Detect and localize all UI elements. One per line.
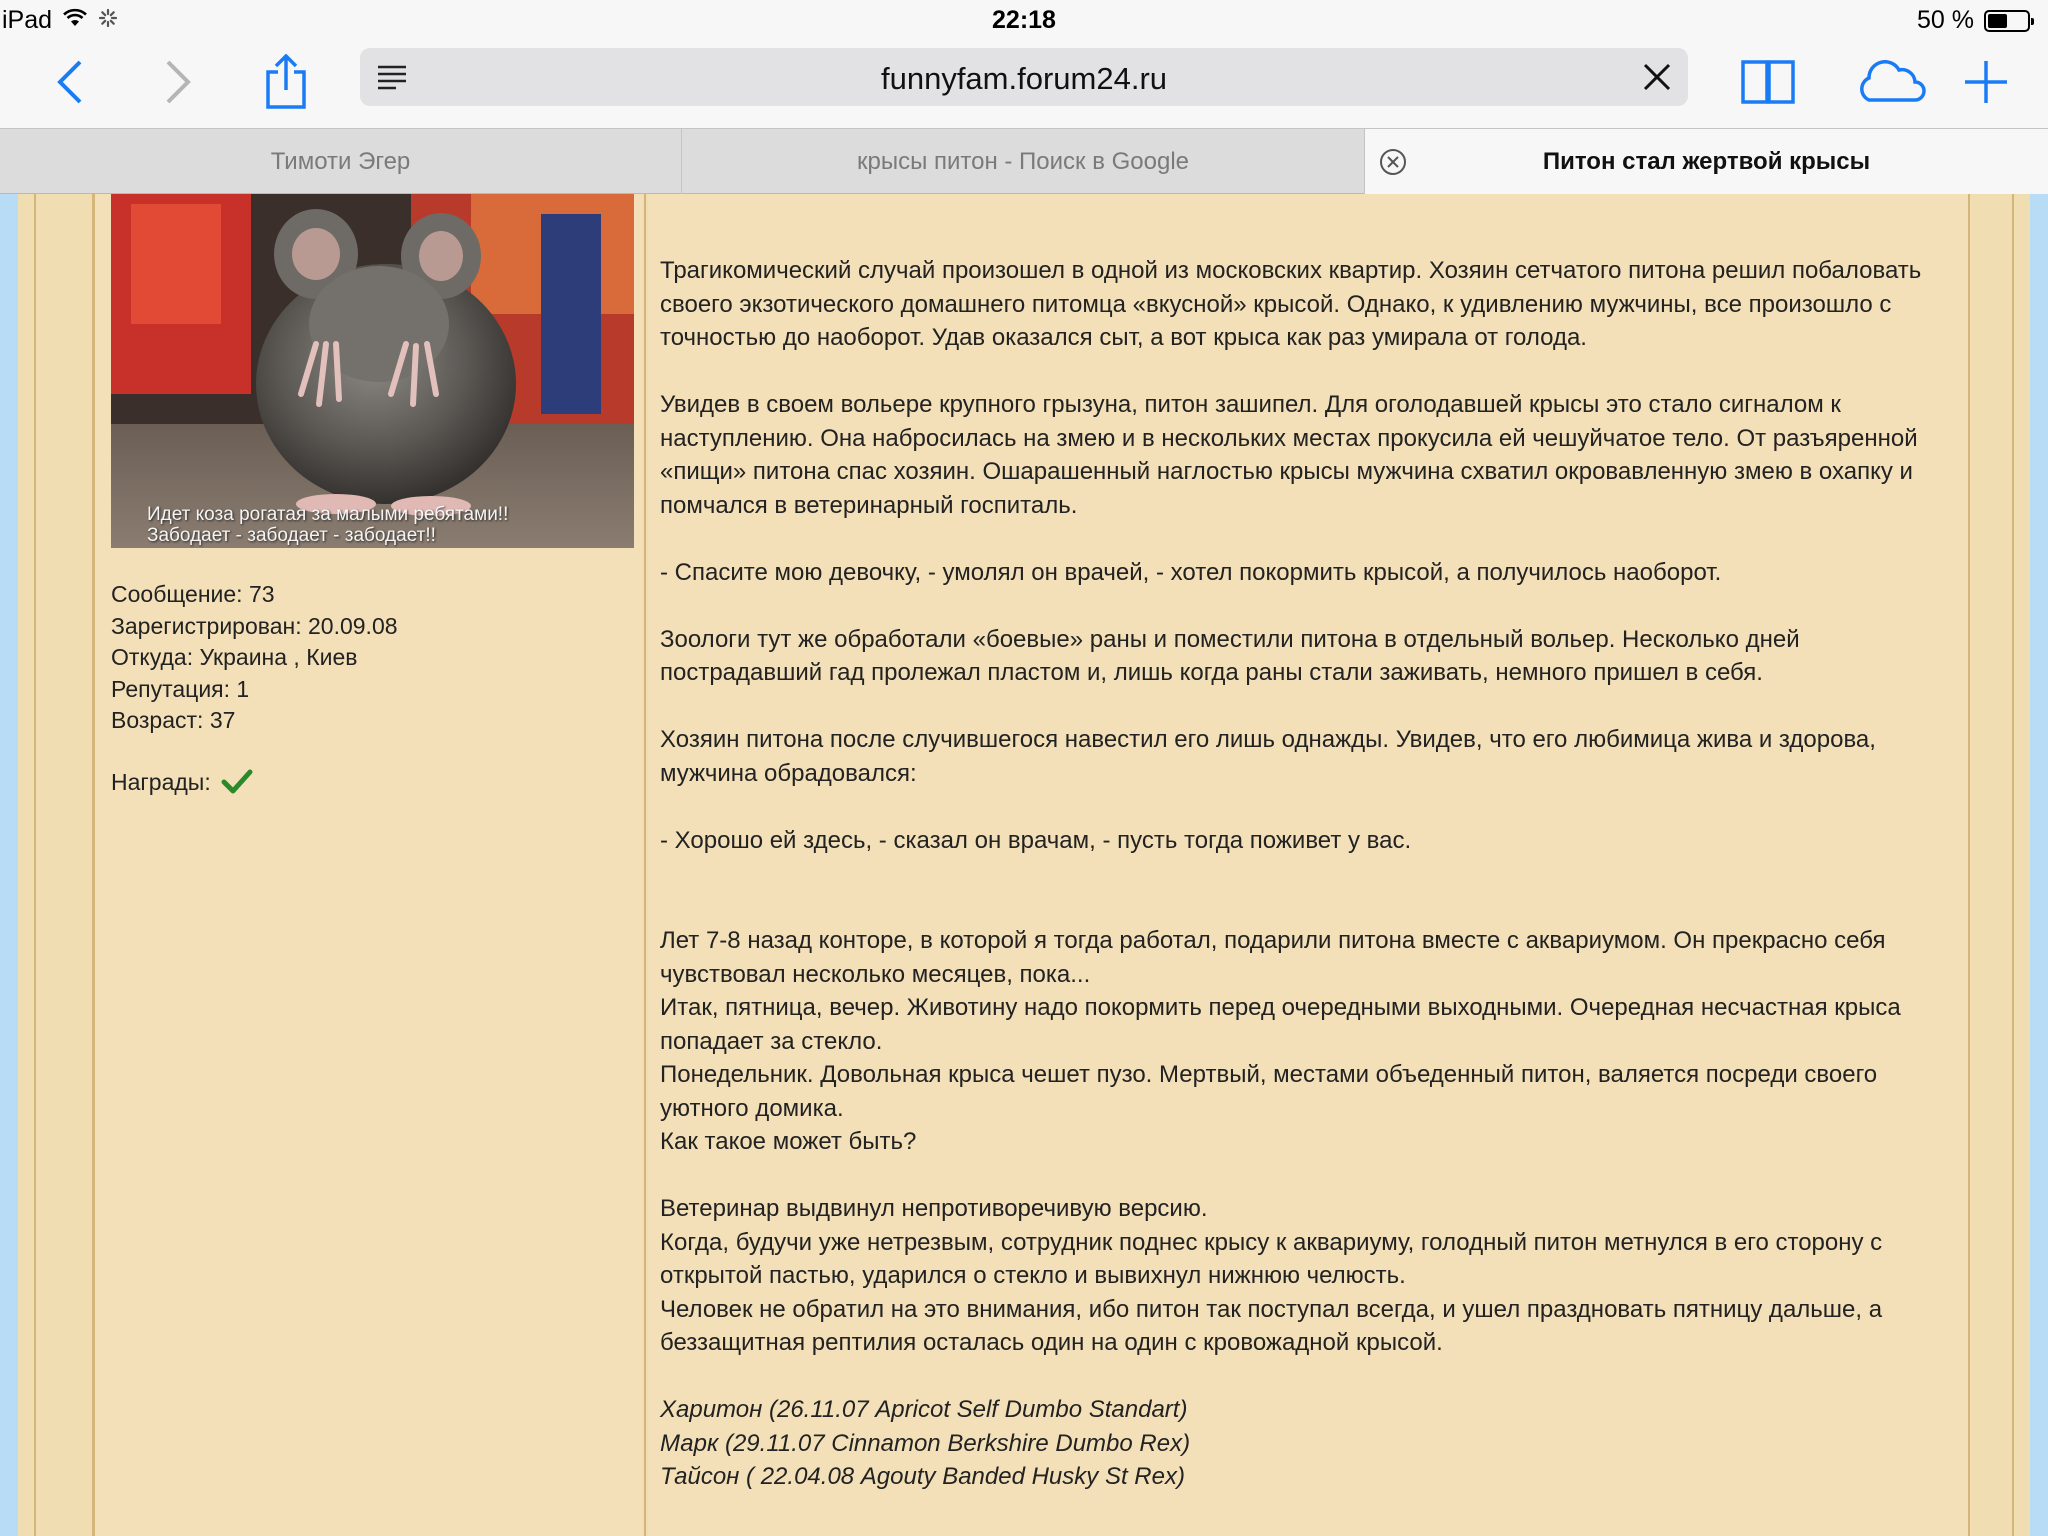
post-paragraph: Увидев в своем вольере крупного грызуна, питон зашипел. Для оголодавшей крысы это стало сигналом к наступлению. Она набросилась на змею и в нескольких местах прокусила ей чешуйчатое тело. От разъяренной «пищи» питона спас хозяин. Ошарашенный наглостью крысы мужчина схватил окровавленную змею в охапку и помчался в ветеринарный госпиталь. xyxy=(660,391,1918,519)
page-edge-right xyxy=(2030,194,2048,1536)
clear-url-button[interactable] xyxy=(1636,56,1678,98)
status-bar xyxy=(0,0,2048,40)
border-line xyxy=(2012,194,2014,1536)
post-line: Понедельник. Довольная крыса чешет пузо. Мертвый, местами объеденный питон, валяется посреди своего уютного домика. xyxy=(660,1061,1878,1122)
address-bar[interactable] xyxy=(360,48,1688,106)
browser-toolbar xyxy=(0,40,2048,128)
post-text xyxy=(660,254,1960,1494)
post-author-panel xyxy=(95,194,643,1536)
tab-google-search[interactable] xyxy=(682,129,1365,194)
close-circle-icon xyxy=(1379,148,1407,176)
border-line xyxy=(34,194,36,1536)
signature-line: Марк (29.11.07 Cinnamon Berkshire Dumbo Rex) xyxy=(660,1429,1191,1457)
back-button[interactable] xyxy=(34,46,106,118)
avatar-caption xyxy=(147,504,508,546)
message-count: Сообщение: 73 xyxy=(111,581,275,607)
battery-fill xyxy=(1988,14,2007,28)
post-line: Ветеринар выдвинул непротиворечивую версию. xyxy=(660,1195,1208,1222)
post-line: Когда, будучи уже нетрезвым, сотрудник поднес крысу к аквариуму, голодный питон метнулся в его сторону с открытой пастью, ударился о стекло и вывихнул нижнюю челюсть. xyxy=(660,1228,1883,1289)
share-icon xyxy=(264,54,308,110)
post-line: Как такое может быть? xyxy=(660,1128,917,1155)
book-icon xyxy=(1740,58,1796,106)
post-paragraph: - Спасите мою девочку, - умолял он врачей, - хотел покормить крысой, а получилось наоборот. xyxy=(660,558,1722,586)
post-paragraph: - Хорошо ей здесь, - сказал он врачам, - пусть тогда поживет у вас. xyxy=(660,826,1412,854)
signature-line: Харитон (26.11.07 Apricot Self Dumbo Standart) xyxy=(660,1396,1188,1423)
share-button[interactable] xyxy=(250,46,322,118)
post-line: Человек не обратил на это внимания, ибо питон так поступал всегда, и ушел праздновать пятницу дальше, а беззащитная рептилия осталась один на один с кровожадной крысой. xyxy=(660,1295,1883,1356)
post-line: Итак, пятница, вечер. Животину надо покормить перед очередными выходными. Очередная несчастная крыса попадает за стекло. xyxy=(660,994,1901,1055)
tab-title: Питон стал жертвой крысы xyxy=(1542,147,1871,175)
plus-icon xyxy=(1963,59,2009,105)
clock: 22:18 xyxy=(992,6,1056,34)
rat-photo xyxy=(111,194,634,548)
location: Откуда: Украина , Киев xyxy=(111,644,358,670)
post-paragraph: Зоологи тут же обработали «боевые» раны и поместили питона в отдельный вольер. Несколько дней пострадавший гад пролежал пластом и, лишь когда раны стали заживать, немного пришел в себя. xyxy=(660,625,1800,686)
registration-date: Зарегистрирован: 20.09.08 xyxy=(111,612,398,639)
page-edge-left xyxy=(0,194,18,1536)
tab-strip xyxy=(0,128,2048,194)
post-paragraph: Хозяин питона после случившегося навестил его лишь однажды. Увидев, что его любимица жива и здорова, мужчина обрадовался: xyxy=(660,726,1876,787)
author-info xyxy=(111,579,398,798)
icloud-tabs-button[interactable] xyxy=(1846,46,1936,118)
status-right xyxy=(1917,6,2030,35)
battery-icon xyxy=(1984,10,2030,32)
checkmark-icon xyxy=(221,769,253,795)
age: Возраст: 37 xyxy=(111,707,236,733)
post-line: Лет 7-8 назад конторе, в которой я тогда работал, подарили питона вместе с аквариумом. Он прекрасно себя чувствовал несколько месяцев, пока... xyxy=(660,927,1886,988)
awards xyxy=(111,767,398,799)
tab-python-article[interactable] xyxy=(1365,129,2048,194)
column-divider xyxy=(644,194,646,1536)
awards-label: Награды: xyxy=(111,768,211,795)
bookmarks-button[interactable] xyxy=(1732,46,1804,118)
post-body xyxy=(648,194,1968,1536)
tab-title: Тимоти Эгер xyxy=(270,147,411,175)
url-text: funnyfam.forum24.ru xyxy=(880,61,1168,96)
web-content[interactable] xyxy=(0,194,2048,1536)
avatar-caption-line: Забодает - забодает - забодает!! xyxy=(147,525,436,546)
battery-percent: 50 % xyxy=(1917,6,1974,34)
avatar xyxy=(111,194,634,548)
close-icon xyxy=(1642,62,1672,92)
tab-timothy-eger[interactable] xyxy=(0,129,682,194)
cloud-icon xyxy=(1855,60,1927,104)
forward-button[interactable] xyxy=(142,46,214,118)
device-name: iPad xyxy=(2,6,53,34)
chevron-right-icon xyxy=(160,58,196,106)
post-paragraph: Трагикомический случай произошел в одной из московских квартир. Хозяин сетчатого питона решил побаловать своего экзотического домашнего питомца «вкусной» крысой. Однако, к удивлению мужчины, все произошло с точностью до наоборот. Удав оказался сыт, а вот крыса как раз умирала от голода. xyxy=(660,257,1922,351)
tab-title: крысы питон - Поиск в Google xyxy=(856,147,1190,175)
tab-close-button[interactable] xyxy=(1379,148,1407,176)
new-tab-button[interactable] xyxy=(1950,46,2022,118)
reputation: Репутация: 1 xyxy=(111,675,250,702)
chevron-left-icon xyxy=(52,58,88,106)
avatar-caption-line: Идет коза рогатая за малыми ребятами!! xyxy=(147,504,509,525)
signature-line: Тайсон ( 22.04.08 Agouty Banded Husky St Rex) xyxy=(660,1463,1185,1490)
